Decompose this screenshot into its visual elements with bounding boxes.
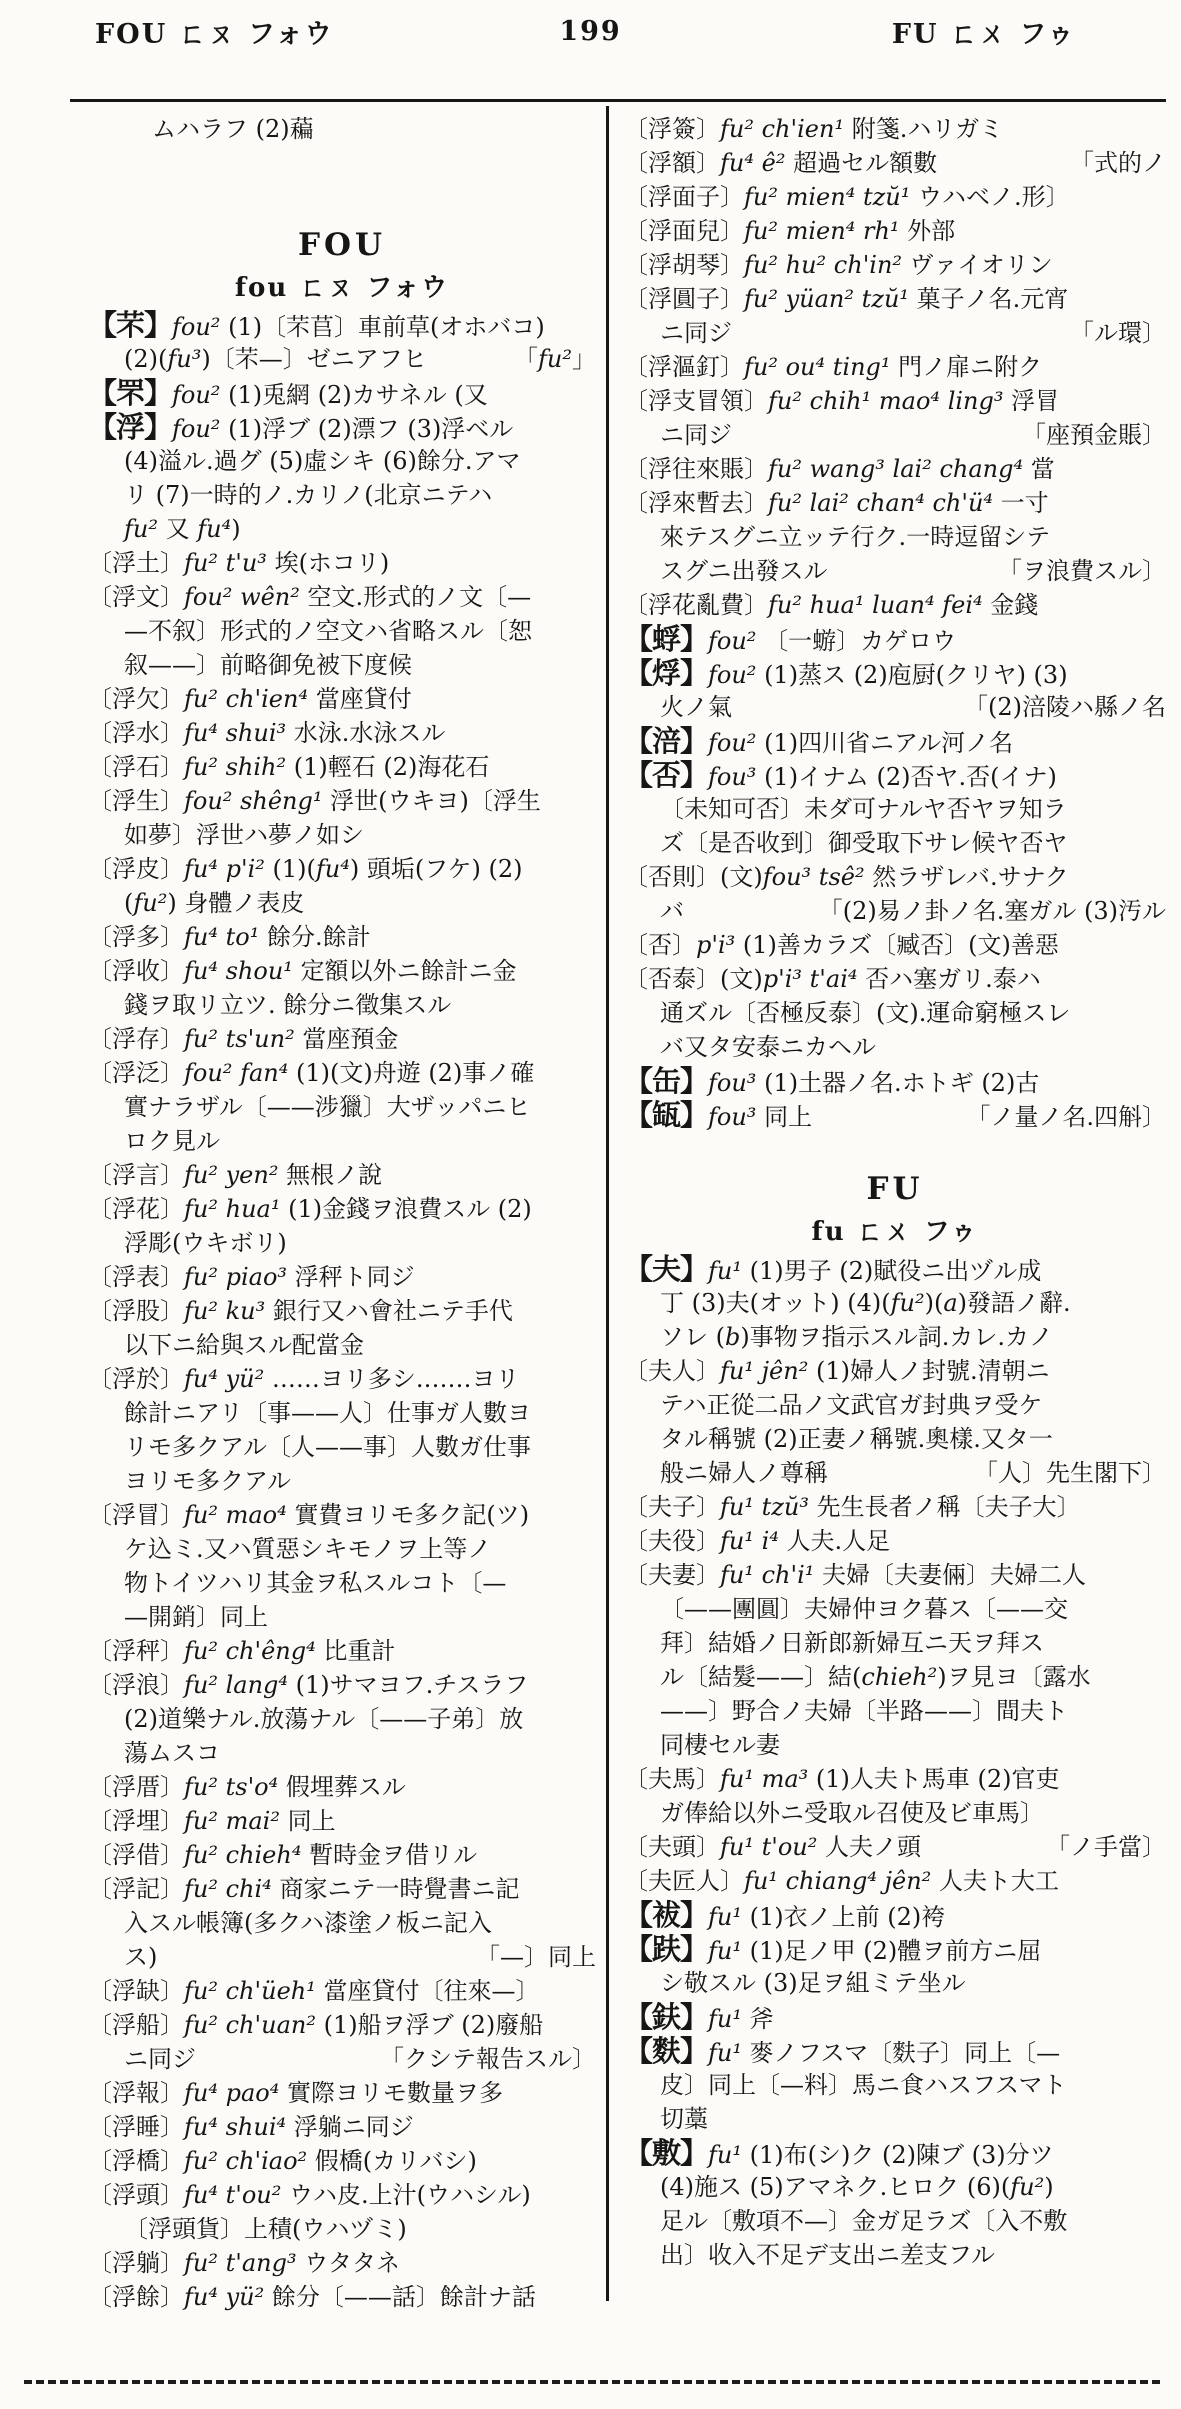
dict-line: ニ同ジ 「クシテ報告スル〕 xyxy=(88,2042,596,2076)
dict-line: 〔浮餘〕fu⁴ yü² 餘分〔——話〕餘計ナ話 xyxy=(88,2283,536,2311)
running-head-right: FU ㄈㄨ フゥ xyxy=(891,19,1076,50)
page-number: 199 xyxy=(559,16,622,47)
dict-line: 【浮】fou² (1)浮ブ (2)漂フ (3)浮ベル xyxy=(88,410,514,444)
dict-line: 通ズル〔否極反泰〕(文).運命窮極スレ xyxy=(660,999,1071,1027)
carryover-line: ムハラフ (2)藊 xyxy=(152,115,314,143)
dict-line: 以下ニ給與スル配當金 xyxy=(124,1331,364,1359)
header-rule xyxy=(70,99,1166,102)
dict-line: 〔浮缺〕fu² ch'üeh¹ 當座貸付〔往來—〕 xyxy=(88,1977,540,2005)
dict-line: 〔夫馬〕fu¹ ma³ (1)人夫ト馬車 (2)官吏 xyxy=(624,1765,1060,1793)
dict-line: 〔浮船〕fu² ch'uan² (1)船ヲ浮ブ (2)廢船 xyxy=(88,2011,544,2039)
dict-line: 〔浮面子〕fu² mien⁴ tzŭ¹ ウハベノ.形〕 xyxy=(624,183,1070,211)
headword-bracket: 【鈇】 xyxy=(624,2000,709,2034)
dict-line: 〔浮借〕fu² chieh⁴ 暫時金ヲ借リル xyxy=(88,1841,478,1869)
dict-line: 〔夫人〕fu¹ jên² (1)婦人ノ封號.清朝ニ xyxy=(624,1357,1050,1385)
dict-line: —開銷〕同上 xyxy=(124,1603,268,1631)
headword-bracket: 【夫】 xyxy=(624,1252,709,1286)
dict-line: 〔浮支冒領〕fu² chih¹ mao⁴ ling³ 浮冒 xyxy=(624,387,1060,415)
dict-line: fu² 又 fu⁴) xyxy=(124,515,241,543)
dict-line: 【涪】fou² (1)四川省ニアル河ノ名 xyxy=(624,724,1014,758)
dict-line: 〔否〕p'i³ (1)善カラズ〔臧否〕(文)善惡 xyxy=(624,931,1059,959)
headword-bracket: 【否】 xyxy=(624,758,709,792)
dict-line: バ又タ安泰ニカヘル xyxy=(660,1033,876,1061)
dict-line: ル〔結髮——〕結(chieh²)ヲ見ヨ〔露水 xyxy=(660,1663,1091,1691)
dict-line: 〔——團圓〕夫婦仲ヨク暮ス〔——交 xyxy=(660,1595,1068,1623)
headword-bracket: 【蜉】 xyxy=(624,622,709,656)
dict-line: 〔浮報〕fu⁴ pao⁴ 實際ヨリモ數量ヲ多 xyxy=(88,2079,503,2107)
section-heading: FU xyxy=(866,1171,924,1207)
dict-line: 【芣】fou² (1)〔芣苢〕車前草(オホバコ) xyxy=(88,308,545,342)
headword-bracket: 【趺】 xyxy=(624,1932,709,1966)
dict-line: ロク見ル xyxy=(124,1127,220,1155)
dict-line: 足ル〔敷項不—〕金ガ足ラズ〔入不敷 xyxy=(660,2207,1068,2235)
dict-line: 【罘】fou² (1)兎網 (2)カサネル (又 xyxy=(88,376,488,410)
dict-line: 〔未知可否〕未ダ可ナルヤ否ヤヲ知ラ xyxy=(660,795,1067,823)
dict-line: 〔浮來暫去〕fu² lai² chan⁴ ch'ü⁴ 一寸 xyxy=(624,489,1049,517)
dict-line: リ (7)一時的ノ.カリノ(北京ニテハ xyxy=(124,481,493,509)
catchword: 「—〕同上 xyxy=(476,1943,596,1971)
catchword: 「fu²」 xyxy=(514,345,596,373)
dict-line: 〔浮記〕fu² chi⁴ 商家ニテ一時覺書ニ記 xyxy=(88,1875,520,1903)
headword-bracket: 【浮】 xyxy=(88,410,173,444)
dict-line: 〔浮頭〕fu⁴ t'ou² ウハ皮.上汁(ウハシル) xyxy=(88,2181,531,2209)
headword-bracket: 【敷】 xyxy=(624,2136,709,2170)
headword-bracket: 【涪】 xyxy=(624,724,709,758)
dict-line: 〔浮圓子〕fu² yüan² tzŭ¹ 菓子ノ名.元宵 xyxy=(624,285,1069,313)
dict-line: 〔浮水〕fu⁴ shui³ 水泳.水泳スル xyxy=(88,719,446,747)
dict-line: 〔浮橋〕fu² ch'iao² 假橋(カリバシ) xyxy=(88,2147,477,2175)
dict-line: 物トイツハリ其金ヲ私スルコト〔— xyxy=(124,1569,507,1597)
catchword: 「ル環〕 xyxy=(1070,319,1166,347)
dict-line: 皮〕同上〔—料〕馬ニ食ハスフスマト xyxy=(660,2071,1067,2099)
headword-bracket: 【缶】 xyxy=(624,1064,709,1098)
dict-line: ソレ (b)事物ヲ指示スル詞.カレ.カノ xyxy=(660,1323,1053,1351)
dict-line: 如夢〕浮世ハ夢ノ如シ xyxy=(124,821,364,849)
dict-line: 〔浮多〕fu⁴ to¹ 餘分.餘計 xyxy=(88,923,371,951)
dict-line: 〔浮花亂費〕fu² hua¹ luan⁴ fei⁴ 金錢 xyxy=(624,591,1039,619)
dict-line: 〔浮土〕fu² t'u³ 埃(ホコリ) xyxy=(88,549,390,577)
dict-line: 【鈇】fu¹ 斧 xyxy=(624,2000,774,2034)
dict-line: 入スル帳簿(多クハ漆塗ノ板ニ記入 xyxy=(124,1909,492,1937)
dict-line: ニ同ジ 「ル環〕 xyxy=(624,316,1166,350)
dict-line: スグニ出發スル 「ヲ浪費スル〕 xyxy=(624,554,1166,588)
headword-bracket: 【芣】 xyxy=(88,308,173,342)
spacer xyxy=(88,146,596,222)
dict-line: 火ノ氣 「(2)涪陵ハ縣ノ名 xyxy=(624,690,1166,724)
dict-line: ニ同ジ 「座預金賬〕 xyxy=(624,418,1166,452)
dict-line: 出〕收入不足デ支出ニ差支フル xyxy=(660,2241,996,2269)
dict-line: 〔浮往來賬〕fu² wang³ lai² chang⁴ 當 xyxy=(624,455,1055,483)
dict-line: ヨリモ多クアル xyxy=(124,1467,292,1495)
catchword: 「(2)涪陵ハ縣ノ名 xyxy=(964,693,1166,721)
dict-line: 〔否則〕(文)fou³ tsê² 然ラザレバ.サナク xyxy=(624,863,1069,891)
dict-line: 【烰】fou² (1)蒸ス (2)庖厨(クリヤ) (3) xyxy=(624,656,1068,690)
dict-line: 〔浮秤〕fu² ch'êng⁴ 比重計 xyxy=(88,1637,396,1665)
dict-line: 〔夫頭〕fu¹ t'ou² 人夫ノ頭 「ノ手當〕 xyxy=(624,1830,1166,1864)
catchword: 「ノ量ノ名.四斛〕 xyxy=(966,1103,1166,1131)
dict-line: 切藁 xyxy=(660,2105,708,2133)
headword-bracket: 【缻】 xyxy=(624,1098,709,1132)
dict-line: 〔浮言〕fu² yen² 無根ノ說 xyxy=(88,1161,383,1189)
dict-line: (fu²) 身體ノ表皮 xyxy=(124,889,305,917)
dict-line: バ 「(2)易ノ卦ノ名.塞ガル (3)汚ル xyxy=(624,894,1166,928)
running-head-left: FOU ㄈㄡ フォウ xyxy=(95,19,334,50)
dict-line: 叙——〕前略御免被下度候 xyxy=(124,651,412,679)
dict-line: 〔夫子〕fu¹ tzŭ³ 先生長者ノ稱〔夫子大〕 xyxy=(624,1493,1081,1521)
dict-line: 【否】fou³ (1)イナム (2)否ヤ.否(イナ) xyxy=(624,758,1057,792)
section-pronunciation: fu ㄈㄨ フゥ xyxy=(811,1217,979,1247)
dict-line: 〔浮皮〕fu⁴ p'i² (1)(fu⁴) 頭垢(フケ) (2) xyxy=(88,855,523,883)
section-pronunciation: fou ㄈㄡ フォウ xyxy=(234,273,450,303)
dict-line: 〔浮埋〕fu² mai² 同上 xyxy=(88,1807,336,1835)
dict-line: リモ多クアル〔人——事〕人數ガ仕事 xyxy=(124,1433,532,1461)
dict-line: タル稱號 (2)正妻ノ稱號.奧樣.又タ一 xyxy=(660,1425,1053,1453)
right-column xyxy=(624,112,1166,2272)
bottom-dashed-rule xyxy=(24,2380,1160,2384)
dict-line: (2)道樂ナル.放蕩ナル〔——子弟〕放 xyxy=(124,1705,524,1733)
dict-line: 〔浮欠〕fu² ch'ien⁴ 當座貸付 xyxy=(88,685,412,713)
dict-line: 〔浮文〕fou² wên² 空文.形式的ノ文〔— xyxy=(88,583,532,611)
dict-line: 〔浮面兒〕fu² mien⁴ rh¹ 外部 xyxy=(624,217,956,245)
dict-line: 〔浮頭貨〕上積(ウハヅミ) xyxy=(124,2215,407,2243)
dict-line: 【趺】fu¹ (1)足ノ甲 (2)體ヲ前方ニ屈 xyxy=(624,1932,1042,1966)
dict-line: 〔浮石〕fu² shih² (1)輕石 (2)海花石 xyxy=(88,753,490,781)
catchword: 「座預金賬〕 xyxy=(1022,421,1166,449)
dict-line: 錢ヲ取リ立ツ. 餘分ニ徵集スル xyxy=(124,991,452,1019)
dict-line: (2)(fu³)〔芣—〕ゼニアフヒ 「fu²」 xyxy=(88,342,596,376)
dict-line: 〔浮收〕fu⁴ shou¹ 定額以外ニ餘計ニ金 xyxy=(88,957,517,985)
catchword: 「人〕先生閣下〕 xyxy=(974,1459,1166,1487)
dict-line: 實ナラザル〔——涉獵〕大ザッパニヒ xyxy=(124,1093,531,1121)
dict-line: 丁 (3)夫(オット) (4)(fu²)(a)發語ノ辭. xyxy=(660,1289,1071,1317)
dict-line: ス) 「—〕同上 xyxy=(88,1940,596,1974)
dict-line: 餘計ニアリ〔事——人〕仕事ガ人數ヨ xyxy=(124,1399,532,1427)
left-column xyxy=(88,112,596,2314)
catchword: 「(2)易ノ卦ノ名.塞ガル (3)汚ル xyxy=(818,897,1166,925)
dict-line: 〔浮花〕fu² hua¹ (1)金錢ヲ浪費スル (2) xyxy=(88,1195,532,1223)
dict-line: テハ正從二品ノ文武官ガ封典ヲ受ケ xyxy=(660,1391,1043,1419)
catchword: 「クシテ報告スル〕 xyxy=(380,2045,596,2073)
dict-line: 〔浮胡琴〕fu² hu² ch'in² ヴァイオリン xyxy=(624,251,1053,279)
dict-line: 〔夫妻〕fu¹ ch'i¹ 夫婦〔夫妻倆〕夫婦二人 xyxy=(624,1561,1087,1589)
dict-line: 〔浮漚釘〕fu² ou⁴ ting¹ 門ノ扉ニ附ク xyxy=(624,353,1043,381)
dict-line: 〔浮厝〕fu² ts'o⁴ 假埋葬スル xyxy=(88,1773,406,1801)
catchword: 「式的ノ xyxy=(1070,149,1166,177)
dict-line: 般ニ婦人ノ尊稱 「人〕先生閣下〕 xyxy=(624,1456,1166,1490)
catchword: 「ノ手當〕 xyxy=(1046,1833,1166,1861)
column-divider-rule xyxy=(606,106,609,2301)
dict-line: 〔浮簽〕fu² ch'ien¹ 附箋.ハリガミ xyxy=(624,115,1004,143)
dict-line: 〔浮生〕fou² shêng¹ 浮世(ウキヨ)〔浮生 xyxy=(88,787,541,815)
dict-line: 〔浮浪〕fu² lang⁴ (1)サマヨフ.チスラフ xyxy=(88,1671,529,1699)
dict-line: シ敬スル (3)足ヲ組ミテ坐ル xyxy=(660,1969,966,1997)
dict-line: 〔否泰〕(文)p'i³ t'ai⁴ 否ハ塞ガリ.泰ハ xyxy=(624,965,1041,993)
dict-line: —不叙〕形式的ノ空文ハ省略スル〔恕 xyxy=(124,617,532,645)
spacer xyxy=(624,1132,1166,1166)
dict-line: 浮彫(ウキボリ) xyxy=(124,1229,287,1257)
dict-line: 同棲セル妻 xyxy=(660,1731,780,1759)
dict-line: ズ〔是否收到〕御受取下サレ候ヤ否ヤ xyxy=(660,829,1068,857)
dict-line: 〔浮於〕fu⁴ yü² ……ヨリ多シ.……ヨリ xyxy=(88,1365,520,1393)
headword-bracket: 【罘】 xyxy=(88,376,173,410)
dict-line: 〔浮存〕fu² ts'un² 當座預金 xyxy=(88,1025,399,1053)
dict-line: 【麩】fu¹ 麥ノフスマ〔麩子〕同上〔— xyxy=(624,2034,1061,2068)
dict-line: 【袚】fu¹ (1)衣ノ上前 (2)袴 xyxy=(624,1898,946,1932)
headword-bracket: 【麩】 xyxy=(624,2034,709,2068)
dict-line: 【缶】fou³ (1)土器ノ名.ホトギ (2)古 xyxy=(624,1064,1040,1098)
dict-line: 【夫】fu¹ (1)男子 (2)賦役ニ出ヅル成 xyxy=(624,1252,1042,1286)
dict-line: 〔夫匠人〕fu¹ chiang⁴ jên² 人夫ト大工 xyxy=(624,1867,1059,1895)
dict-line: (4)施ス (5)アマネク.ヒロク (6)(fu²) xyxy=(660,2173,1054,2201)
dict-line: ——〕野合ノ夫婦〔半路——〕間夫ト xyxy=(660,1697,1068,1725)
dict-line: (4)溢ル.過グ (5)虛シキ (6)餘分.アマ xyxy=(124,447,521,475)
dict-line: 〔浮股〕fu² ku³ 銀行又ハ會社ニテ手代 xyxy=(88,1297,513,1325)
dict-line: 〔浮泛〕fou² fan⁴ (1)(文)舟遊 (2)事ノ確 xyxy=(88,1059,535,1087)
dict-line: 蕩ムスコ xyxy=(124,1739,220,1767)
dict-line: 【蜉】fou² 〔一蝣〕カゲロウ xyxy=(624,622,957,656)
dict-line: ケ込ミ.又ハ質惡シキモノヲ上等ノ xyxy=(124,1535,492,1563)
dict-line: 〔浮躺〕fu² t'ang³ ウタタネ xyxy=(88,2249,400,2277)
headword-bracket: 【烰】 xyxy=(624,656,709,690)
dict-line: ガ俸給以外ニ受取ル召使及ビ車馬〕 xyxy=(660,1799,1044,1827)
dict-line: 〔浮睡〕fu⁴ shui⁴ 浮躺ニ同ジ xyxy=(88,2113,414,2141)
dict-line: 【敷】fu¹ (1)布(シ)ク (2)陳ブ (3)分ツ xyxy=(624,2136,1054,2170)
dict-line: 〔浮額〕fu⁴ ê² 超過セル額數 「式的ノ xyxy=(624,146,1166,180)
dict-line: 〔夫役〕fu¹ i⁴ 人夫.人足 xyxy=(624,1527,891,1555)
dict-line: 拜〕結婚ノ日新郎新婦互ニ天ヲ拜ス xyxy=(660,1629,1044,1657)
dict-line: 【缻】fou³ 同上 「ノ量ノ名.四斛〕 xyxy=(624,1098,1166,1132)
section-heading: FOU xyxy=(297,227,387,263)
catchword: 「ヲ浪費スル〕 xyxy=(998,557,1166,585)
headword-bracket: 【袚】 xyxy=(624,1898,709,1932)
dict-line: 〔浮冒〕fu² mao⁴ 實費ヨリモ多ク記(ツ) xyxy=(88,1501,530,1529)
dict-line: 來テスグニ立ッテ行ク.一時逗留シテ xyxy=(660,523,1051,551)
dict-line: 〔浮表〕fu² piao³ 浮秤ト同ジ xyxy=(88,1263,415,1291)
